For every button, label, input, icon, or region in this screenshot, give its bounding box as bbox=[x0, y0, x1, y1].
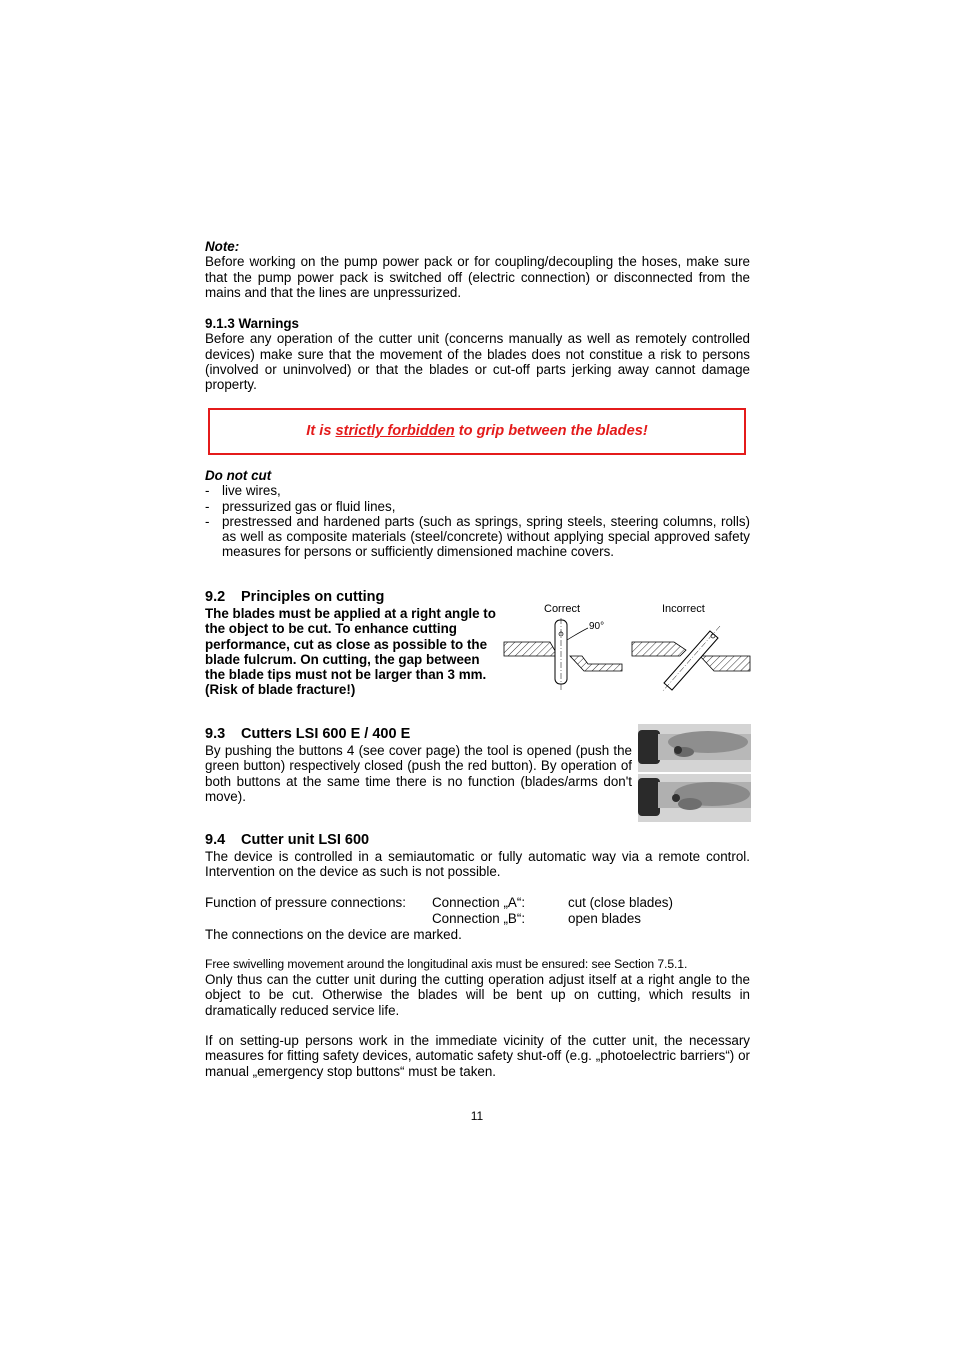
list-item: - prestressed and hardened parts (such as springs, spring steels, steering columns, rolls) as well as composite materials (steel/concrete) without applying special approved safety measures for persons or sufficiently dimensioned machine covers. bbox=[205, 514, 750, 560]
section-9-2-text: The blades must be applied at a right angle to the object to be cut. To enhance cutting performance, cut as close as possible to the blade fulcrum. On cutting, the gap between the blade tips must not be larger than 3 mm. (Risk of blade fracture!) bbox=[205, 606, 496, 698]
cutting-angle-diagram bbox=[502, 598, 752, 694]
safety-text: If on setting-up persons work in the immediate vicinity of the cutter unit, the necessary measures for fitting safety devices, automatic safety shut-off (e.g. „photoelectric barriers“) or manual „emergency stop buttons“ must be taken. bbox=[205, 1033, 750, 1079]
cutter-buttons-photo bbox=[638, 724, 751, 822]
do-not-cut-list bbox=[205, 483, 750, 559]
connections-label: Function of pressure connections: bbox=[205, 894, 406, 910]
swivel-text: Only thus can the cutter unit during the cutting operation adjust itself at a right angle to the object to be cut. Otherwise the blades will be bent up on cutting, which results in dramatically reduced service life. bbox=[205, 972, 750, 1018]
warnings-section bbox=[205, 316, 750, 392]
connection-value: open blades bbox=[568, 910, 641, 926]
section-9-2-heading: 9.2 Principles on cutting bbox=[205, 589, 385, 605]
note-section bbox=[205, 239, 750, 300]
connection-name: Connection „B“: bbox=[432, 910, 526, 926]
section-9-4-intro: The device is controlled in a semiautomatic or fully automatic way via a remote control. Intervention on the device as such is not possible. bbox=[205, 849, 750, 880]
section-9-2 bbox=[205, 589, 500, 698]
do-not-cut-heading: Do not cut bbox=[205, 468, 272, 483]
connection-row-b bbox=[205, 911, 750, 927]
connection-row-a bbox=[205, 895, 750, 911]
note-text: Before working on the pump power pack or for coupling/decoupling the hoses, make sure that the pump power pack is switched off (electric connection) or disconnected from the mains and that the lines are unpressurized. bbox=[205, 254, 750, 300]
incorrect-label: Incorrect bbox=[662, 603, 705, 615]
angle-label: 90° bbox=[589, 621, 605, 632]
connection-name: Connection „A“: bbox=[432, 894, 526, 910]
section-9-3-text: By pushing the buttons 4 (see cover page) the tool is opened (push the green button) respectively closed (push the red button). By operation of both buttons at the same time there is no function (blades/arms don't move). bbox=[205, 743, 632, 804]
warnings-heading: 9.1.3 Warnings bbox=[205, 316, 300, 331]
section-9-3-heading: 9.3 Cutters LSI 600 E / 400 E bbox=[205, 726, 411, 742]
forbidden-warning-text: It is strictly forbidden to grip between the blades! bbox=[306, 423, 648, 439]
swivel-note: Free swivelling movement around the longitudinal axis must be ensured: see Section 7.5.1. bbox=[205, 956, 688, 971]
connections-marked-text: The connections on the device are marked. bbox=[205, 926, 462, 942]
list-item: - live wires, bbox=[205, 483, 750, 498]
section-9-3 bbox=[205, 726, 632, 804]
connection-value: cut (close blades) bbox=[568, 894, 673, 910]
section-9-4-heading: 9.4 Cutter unit LSI 600 bbox=[205, 832, 370, 848]
list-item: - pressurized gas or fluid lines, bbox=[205, 499, 750, 514]
forbidden-emphasis: strictly forbidden bbox=[335, 423, 455, 439]
correct-label: Correct bbox=[544, 603, 581, 615]
do-not-cut-section bbox=[205, 468, 750, 560]
warnings-text: Before any operation of the cutter unit (concerns manually as well as remotely controlled devices) make sure that the movement of the blades does not constitue a risk to persons (involved or uninvolved) or that the blades or cut-off parts jerking away cannot damage property. bbox=[205, 331, 750, 393]
page-number: 11 bbox=[470, 1109, 484, 1123]
section-9-4 bbox=[205, 832, 750, 1079]
forbidden-warning-box bbox=[208, 408, 746, 455]
note-heading: Note: bbox=[205, 239, 240, 254]
correct-blade bbox=[555, 618, 588, 690]
